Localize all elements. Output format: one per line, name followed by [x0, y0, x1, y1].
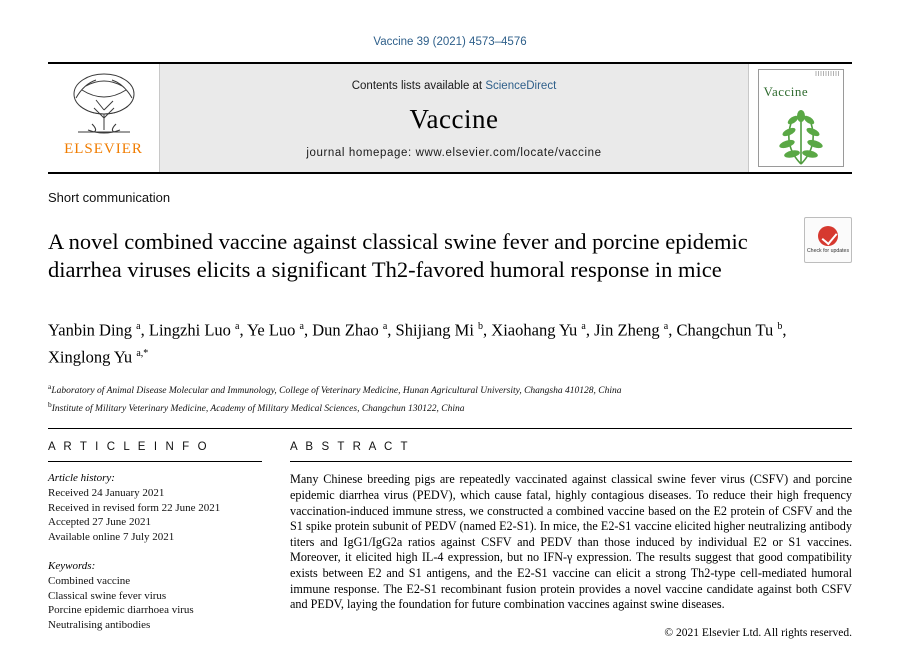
crossmark-badge[interactable] — [804, 217, 852, 263]
page-title: A novel combined vaccine against classical swine fever and porcine epidemic diarrhea viruses elicits a significant Th2-favored humoral response in mice — [48, 229, 748, 283]
keywords-block — [48, 560, 262, 632]
keyword-item: Combined vaccine — [48, 575, 131, 588]
abstract-divider — [290, 461, 852, 462]
cover-artwork — [759, 102, 843, 166]
history-item: Available online 7 July 2021 — [48, 530, 175, 543]
body-columns — [48, 429, 852, 638]
author-list: Yanbin Ding $^a$, Lingzhi Luo $^a$, Ye Luo $^a$, Dun Zhao $^a$, Shijiang Mi $^b$, Xiaohang Yu $^a$, Jin Zheng $^a$, Changchun Tu $^b$, Xinglong Yu $^{a,*}$ — [48, 320, 787, 367]
abstract-heading: A B S T R A C T — [290, 441, 411, 454]
article-type: Short communication — [48, 190, 171, 205]
article-info-column — [48, 441, 280, 638]
crossmark-label: Check for updates — [806, 248, 850, 254]
barcode-icon: |||||||||| — [814, 71, 840, 77]
journal-homepage[interactable]: journal homepage: www.elsevier.com/locate/vaccine — [306, 146, 602, 159]
journal-title: Vaccine — [409, 103, 499, 134]
check-icon — [818, 226, 838, 246]
title-row — [48, 213, 852, 299]
history-item: Received 24 January 2021 — [48, 487, 165, 500]
running-head: Vaccine 39 (2021) 4573–4576 — [373, 36, 527, 48]
keyword-item: Classical swine fever virus — [48, 589, 167, 602]
article-history-title: Article history: — [48, 472, 115, 485]
elsevier-logo — [48, 64, 160, 172]
contents-prefix: Contents lists available at — [351, 79, 486, 92]
keyword-item: Neutralising antibodies — [48, 618, 151, 631]
elsevier-tree-icon — [58, 68, 150, 140]
keyword-item: Porcine epidemic diarrhoea virus — [48, 604, 194, 617]
journal-masthead — [48, 62, 852, 174]
article-info-divider — [48, 461, 262, 462]
masthead-center — [160, 64, 748, 172]
cover-journal-title: Vaccine — [763, 84, 809, 99]
affiliation-b-text: Institute of Military Veterinary Medicine, Academy of Military Medical Sciences, Changchun 130122, China — [51, 404, 465, 415]
affiliation-a — [48, 380, 852, 398]
contents-line — [352, 80, 557, 92]
keywords-title: Keywords: — [48, 560, 96, 573]
abstract-text: Many Chinese breeding pigs are repeatedly vaccinated against classical swine fever virus (CSFV) and porcine epidemic diarrhea virus (PEDV), which cause fatal, highly contagious diseases. To reduce their high frequency vaccination-induced immune stress, we constructed a combined vaccine based on the E2 protein of CSFV and the S1 spike protein subunit of PEDV (named E2-S1). In mice, the E2-S1 vaccine elicited higher neutralizing antibody titers and IgG1/IgG2a ratios against CSFV and PEDV than those induced by individual E2 or S1 vaccines. Moreover, it elicited high IL-4 expression, but no IFN-γ expression. The results suggest that good compatibility exists between E2 and S1 antigens, and the E2-S1 vaccine can elicit a strong Th2-type cell-mediated humoral immune response. The E2-S1 recombinant fusion protein provides a novel vaccine candidate against both CSFV and PEDV, laying the foundation for future combination vaccines against swine diseases. — [290, 472, 852, 612]
keywords-list — [48, 574, 262, 632]
copyright-notice: © 2021 Elsevier Ltd. All rights reserved. — [664, 626, 852, 639]
elsevier-wordmark: ELSEVIER — [64, 141, 143, 157]
affiliation-mark-b: b — [48, 400, 52, 410]
cover-inner — [758, 69, 844, 167]
affiliation-a-text: Laboratory of Animal Disease Molecular and Immunology, College of Veterinary Medicine, Hunan Agricultural University, Changsha 410128, China — [51, 386, 622, 397]
history-item: Received in revised form 22 June 2021 — [48, 501, 221, 514]
abstract-column — [280, 441, 852, 638]
article-history-list — [48, 486, 262, 544]
article-info-heading: A R T I C L E I N F O — [48, 441, 210, 454]
affiliation-b — [48, 398, 852, 416]
journal-cover-thumbnail[interactable] — [748, 64, 852, 172]
sciencedirect-link[interactable]: ScienceDirect — [485, 79, 557, 92]
affiliation-list — [48, 380, 852, 416]
history-item: Accepted 27 June 2021 — [48, 516, 151, 529]
affiliation-mark-a: a — [48, 382, 52, 392]
